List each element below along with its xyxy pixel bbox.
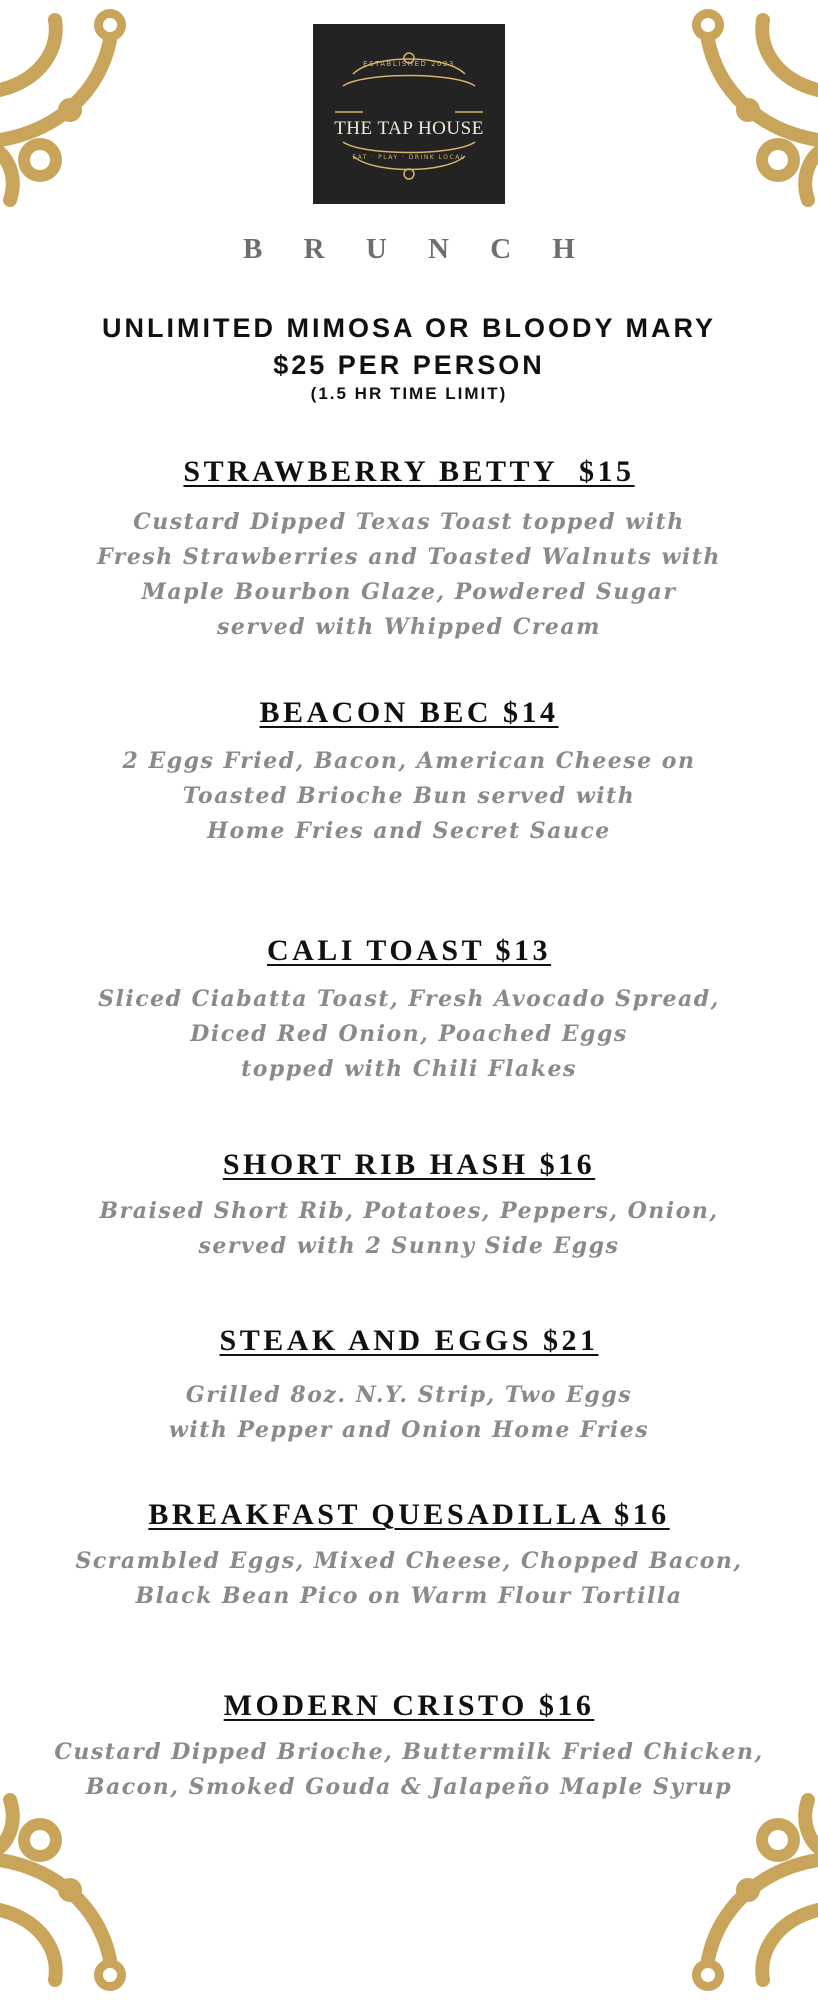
description-line: Bacon, Smoked Gouda & Jalapeño Maple Syrup [85,1774,733,1800]
description-line: Black Bean Pico on Warm Flour Tortilla [135,1583,683,1609]
promo-line-2: $25 PER PERSON [273,350,545,380]
corner-ornament-bottom-left [0,1780,150,2000]
promo-line-1: UNLIMITED MIMOSA OR BLOODY MARY [102,313,716,343]
corner-ornament-top-left [0,0,150,220]
menu-item [40,1324,778,1448]
page-title: B R U N C H [243,233,592,265]
description-line: Home Fries and Secret Sauce [207,818,611,844]
restaurant-logo [313,24,505,204]
description-line: Diced Red Onion, Poached Eggs [190,1021,628,1047]
logo-name: THE TAP HOUSE [334,118,484,139]
logo-established-text: ESTABLISHED 2023 [363,60,455,68]
corner-ornament-bottom-right [668,1780,818,2000]
menu-item-title: SHORT RIB HASH $16 [222,1148,596,1181]
menu-item [40,1148,778,1264]
menu-item-description [40,1378,778,1448]
description-line: Scrambled Eggs, Mixed Cheese, Chopped Bacon, [75,1548,743,1574]
menu-item-description [40,505,778,645]
menu-item [40,934,778,1087]
menu-item-description [40,982,778,1087]
menu-item-description [40,1735,778,1805]
menu-item [40,696,778,849]
menu-item-title: BREAKFAST QUESADILLA $16 [148,1498,670,1531]
description-line: served with Whipped Cream [217,614,601,640]
description-line: Fresh Strawberries and Toasted Walnuts with [97,544,721,570]
description-line: Braised Short Rib, Potatoes, Peppers, Onion, [99,1198,719,1224]
description-line: 2 Eggs Fried, Bacon, American Cheese on [122,748,696,774]
description-line: with Pepper and Onion Home Fries [168,1417,650,1443]
menu-item-title: CALI TOAST $13 [266,934,552,967]
logo-ornament-icon [313,24,505,204]
description-line: Toasted Brioche Bun served with [182,783,636,809]
menu-item-title: STEAK AND EGGS $21 [219,1324,599,1357]
description-line: served with 2 Sunny Side Eggs [198,1233,620,1259]
menu-item [40,1498,778,1614]
menu-item-description [40,1194,778,1264]
corner-ornament-top-right [668,0,818,220]
menu-item-description [40,1544,778,1614]
menu-item [40,455,778,645]
description-line: Maple Bourbon Glaze, Powdered Sugar [141,579,677,605]
logo-tagline: EAT · PLAY · DRINK LOCAL [352,154,466,161]
menu-item-title: MODERN CRISTO $16 [223,1689,595,1722]
menu-item [40,1689,778,1805]
description-line: topped with Chili Flakes [241,1056,577,1082]
menu-item-title: STRAWBERRY BETTY $15 [183,455,635,488]
description-line: Sliced Ciabatta Toast, Fresh Avocado Spread, [98,986,720,1012]
description-line: Custard Dipped Brioche, Buttermilk Fried Chicken, [54,1739,764,1765]
description-line: Custard Dipped Texas Toast topped with [133,509,685,535]
promo-line-3: (1.5 HR TIME LIMIT) [310,384,508,403]
menu-item-description [40,744,778,849]
description-line: Grilled 8oz. N.Y. Strip, Two Eggs [185,1382,633,1408]
menu-item-title: BEACON BEC $14 [259,696,559,729]
